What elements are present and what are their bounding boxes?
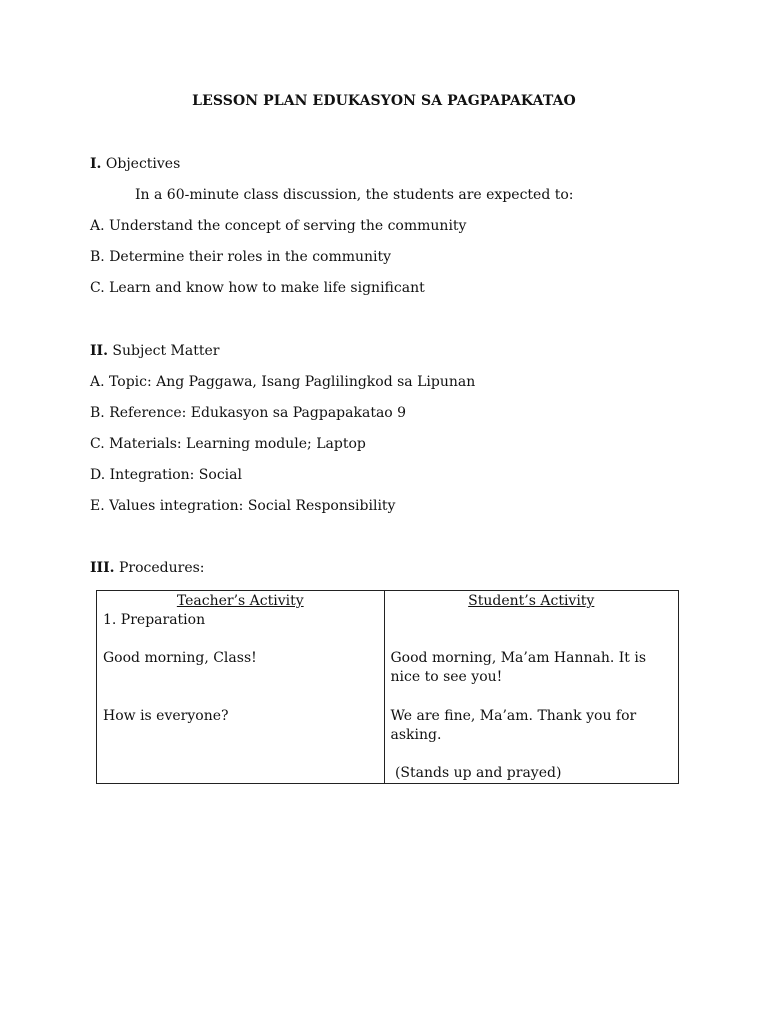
document-title: LESSON PLAN EDUKASYON SA PAGPAPAKATAO [192, 93, 576, 109]
procedures-table [96, 590, 679, 784]
objective-item: C. Learn and know how to make life significant [90, 280, 425, 296]
subject-matter-item: C. Materials: Learning module; Laptop [90, 436, 366, 452]
objectives-heading-text: Objectives [101, 156, 181, 172]
student-activity-line: Good morning, Ma’am Hannah. It is nice to see you! [390, 650, 647, 685]
objectives-numeral: I. [90, 156, 102, 172]
teacher-activity-header: Teacher’s Activity [176, 593, 304, 609]
subject-matter-heading-text: Subject Matter [107, 343, 220, 359]
objective-item: B. Determine their roles in the community [90, 249, 392, 265]
student-activity-cell [384, 591, 679, 784]
subject-matter-heading [90, 342, 219, 360]
table-row [97, 591, 679, 784]
objective-item: A. Understand the concept of serving the community [90, 218, 467, 234]
teacher-activity-cell [97, 591, 385, 784]
student-activity-line: We are fine, Ma’am. Thank you for asking. [390, 708, 637, 743]
teacher-activity-line: Good morning, Class! [103, 650, 257, 666]
subject-matter-item: E. Values integration: Social Responsibility [90, 498, 396, 514]
subject-matter-item: A. Topic: Ang Paggawa, Isang Paglilingkod sa Lipunan [90, 374, 476, 390]
student-activity-line: (Stands up and prayed) [390, 765, 562, 781]
teacher-activity-line: 1. Preparation [103, 612, 206, 628]
objectives-heading [90, 155, 180, 173]
subject-matter-numeral: II. [90, 343, 108, 359]
procedures-heading [90, 559, 205, 577]
student-activity-header: Student’s Activity [468, 593, 595, 609]
subject-matter-item: B. Reference: Edukasyon sa Pagpapakatao 9 [90, 405, 407, 421]
objectives-intro: In a 60-minute class discussion, the students are expected to: [135, 187, 574, 203]
teacher-activity-line: How is everyone? [103, 708, 229, 724]
procedures-heading-text: Procedures: [114, 560, 205, 576]
subject-matter-item: D. Integration: Social [90, 467, 242, 483]
procedures-numeral: III. [90, 560, 115, 576]
